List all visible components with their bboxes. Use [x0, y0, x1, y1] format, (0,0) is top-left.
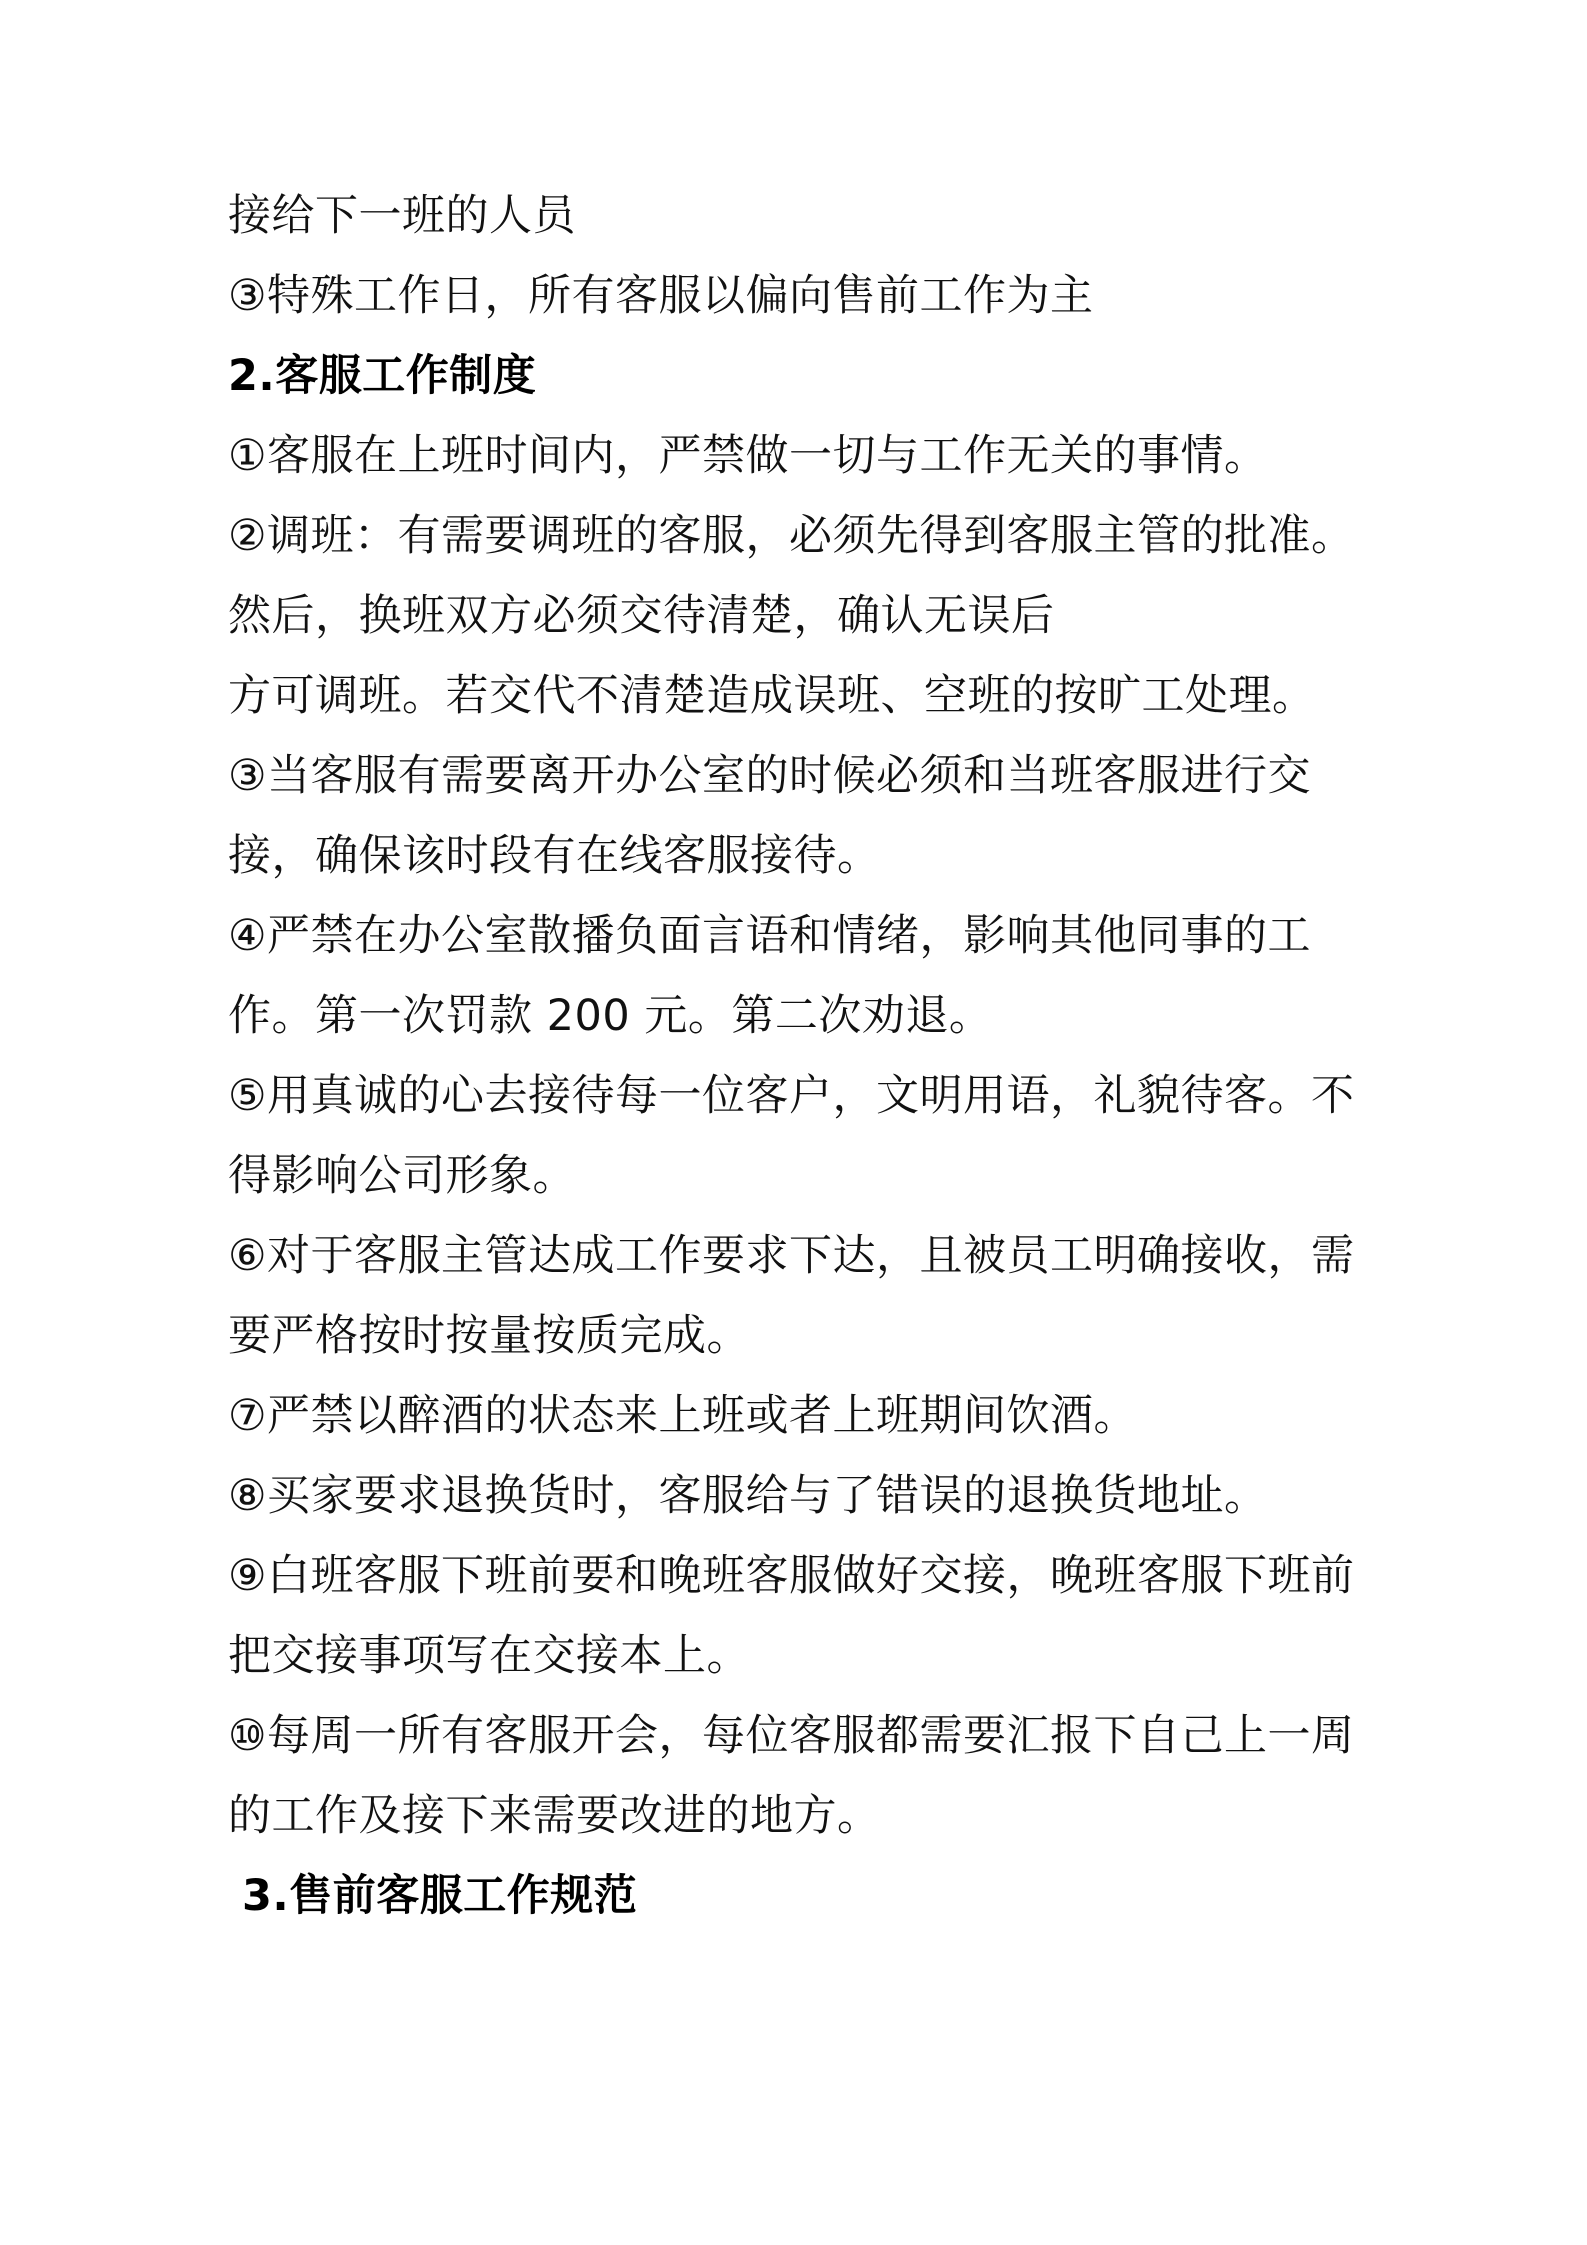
list-item-2-5: ⑤用真诚的心去接待每一位客户，文明用语，礼貌待客。不得影响公司形象。	[228, 1071, 1355, 1201]
heading-presale-service-work-standard: 3.售前客服工作规范	[242, 1871, 638, 1921]
list-item-2-8: ⑧买家要求退换货时，客服给与了错误的退换货地址。	[228, 1471, 1268, 1521]
list-item-2-2-continuation: 方可调班。若交代不清楚造成误班、空班的按旷工处理。	[228, 671, 1316, 721]
paragraph-carryover-line: 接给下一班的人员	[228, 191, 576, 241]
list-item-2-2: ②调班：有需要调班的客服，必须先得到客服主管的批准。然后，换班双方必须交待清楚，确认无误后	[228, 511, 1355, 641]
list-item-2-9: ⑨白班客服下班前要和晚班客服做好交接，晚班客服下班前把交接事项写在交接本上。	[228, 1551, 1355, 1681]
document-body	[228, 176, 1378, 1936]
list-item-2-3: ③当客服有需要离开办公室的时候必须和当班客服进行交接，确保该时段有在线客服接待。	[228, 751, 1312, 881]
list-item-section1-3: ③特殊工作日，所有客服以偏向售前工作为主	[228, 271, 1094, 321]
heading-customer-service-work-system: 2.客服工作制度	[228, 351, 537, 401]
list-item-2-7: ⑦严禁以醉酒的状态来上班或者上班期间饮酒。	[228, 1391, 1138, 1441]
list-item-2-1: ①客服在上班时间内，严禁做一切与工作无关的事情。	[228, 431, 1268, 481]
list-item-2-4: ④严禁在办公室散播负面言语和情绪，影响其他同事的工作。第一次罚款 200 元。第二次劝退。	[228, 911, 1312, 1041]
list-item-2-6: ⑥对于客服主管达成工作要求下达，且被员工明确接收，需要严格按时按量按质完成。	[228, 1231, 1355, 1361]
list-item-2-10: ⑩每周一所有客服开会，每位客服都需要汇报下自己上一周的工作及接下来需要改进的地方。	[228, 1711, 1355, 1841]
